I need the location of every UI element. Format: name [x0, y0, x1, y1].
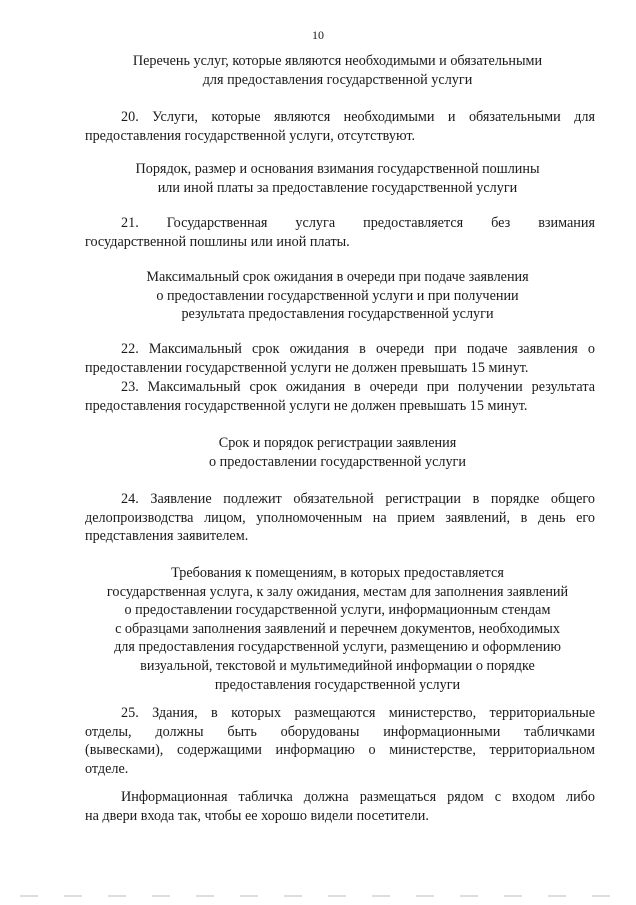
heading-line: с образцами заполнения заявлений и перечнем документов, необходимых: [115, 620, 560, 637]
section-heading-fee: [70, 160, 605, 197]
paragraph-23: [85, 378, 595, 415]
paragraph-line: на двери входа так, чтобы ее хорошо видели посетители.: [85, 807, 429, 824]
heading-line: результата предоставления государственной услуги: [181, 306, 494, 323]
page-number: 10: [312, 28, 324, 42]
paragraph-line: 22. Максимальный срок ожидания в очереди при подаче заявления о: [121, 341, 595, 357]
paragraph-21: [85, 214, 595, 251]
heading-line: о предоставлении государственной услуги: [209, 453, 466, 470]
section-heading-registration: [70, 434, 605, 471]
section-heading-premises: [70, 564, 605, 694]
paragraph-24: [85, 490, 595, 546]
heading-line: о предоставлении государственной услуги, информационным стендам: [124, 602, 551, 619]
paragraph-25-signage: [85, 788, 595, 825]
paragraph-line: предоставлении государственной услуги не должен превышать 15 минут.: [85, 359, 529, 376]
paragraph-line: 25. Здания, в которых размещаются министерство, территориальные: [121, 705, 595, 721]
paragraph-line: предоставления государственной услуги не должен превышать 15 минут.: [85, 397, 528, 414]
heading-line: Максимальный срок ожидания в очереди при подаче заявления: [146, 269, 529, 285]
heading-line: визуальной, текстовой и мультимедийной информации о порядке: [140, 657, 535, 674]
heading-line: Срок и порядок регистрации заявления: [218, 435, 457, 451]
paragraph-20: [85, 108, 595, 145]
paragraph-line: 23. Максимальный срок ожидания в очереди при получении результата: [121, 379, 595, 395]
paragraph-line: (вывесками), содержащими информацию о министерстве, территориальном: [85, 742, 595, 759]
paragraph-line: делопроизводства лицом, уполномоченным на прием заявлений, в день его: [85, 509, 595, 526]
paragraph-25: [85, 704, 595, 778]
scan-artifact: [20, 895, 616, 897]
paragraph-line: отделы, должны быть оборудованы информационными табличками: [85, 723, 595, 740]
paragraph-22: [85, 340, 595, 377]
heading-line: Порядок, размер и основания взимания государственной пошлины: [135, 161, 540, 177]
paragraph-line: отделе.: [85, 760, 129, 777]
paragraph-line: Информационная табличка должна размещаться рядом с входом либо: [121, 789, 595, 805]
heading-line: Требования к помещениям, в которых предоставляется: [171, 565, 504, 581]
heading-line: для предоставления государственной услуги: [202, 71, 473, 88]
section-heading-services: [70, 52, 605, 89]
heading-line: Перечень услуг, которые являются необходимыми и обязательными: [132, 53, 543, 69]
section-heading-waiting-time: [70, 268, 605, 324]
paragraph-line: государственной пошлины или иной платы.: [85, 233, 350, 250]
heading-line: предоставления государственной услуги: [214, 676, 461, 693]
paragraph-line: предоставления государственной услуги, отсутствуют.: [85, 127, 416, 144]
paragraph-line: представления заявителем.: [85, 528, 249, 545]
heading-line: или иной платы за предоставление государственной услуги: [157, 179, 518, 196]
paragraph-line: 21. Государственная услуга предоставляется без взимания: [121, 215, 595, 231]
paragraph-line: 20. Услуги, которые являются необходимыми и обязательными для: [121, 109, 595, 125]
heading-line: о предоставлении государственной услуги и при получении: [156, 287, 519, 304]
heading-line: государственная услуга, к залу ожидания, местам для заполнения заявлений: [106, 583, 569, 600]
paragraph-line: 24. Заявление подлежит обязательной регистрации в порядке общего: [121, 491, 595, 507]
heading-line: для предоставления государственной услуги, размещению и оформлению: [114, 639, 561, 656]
